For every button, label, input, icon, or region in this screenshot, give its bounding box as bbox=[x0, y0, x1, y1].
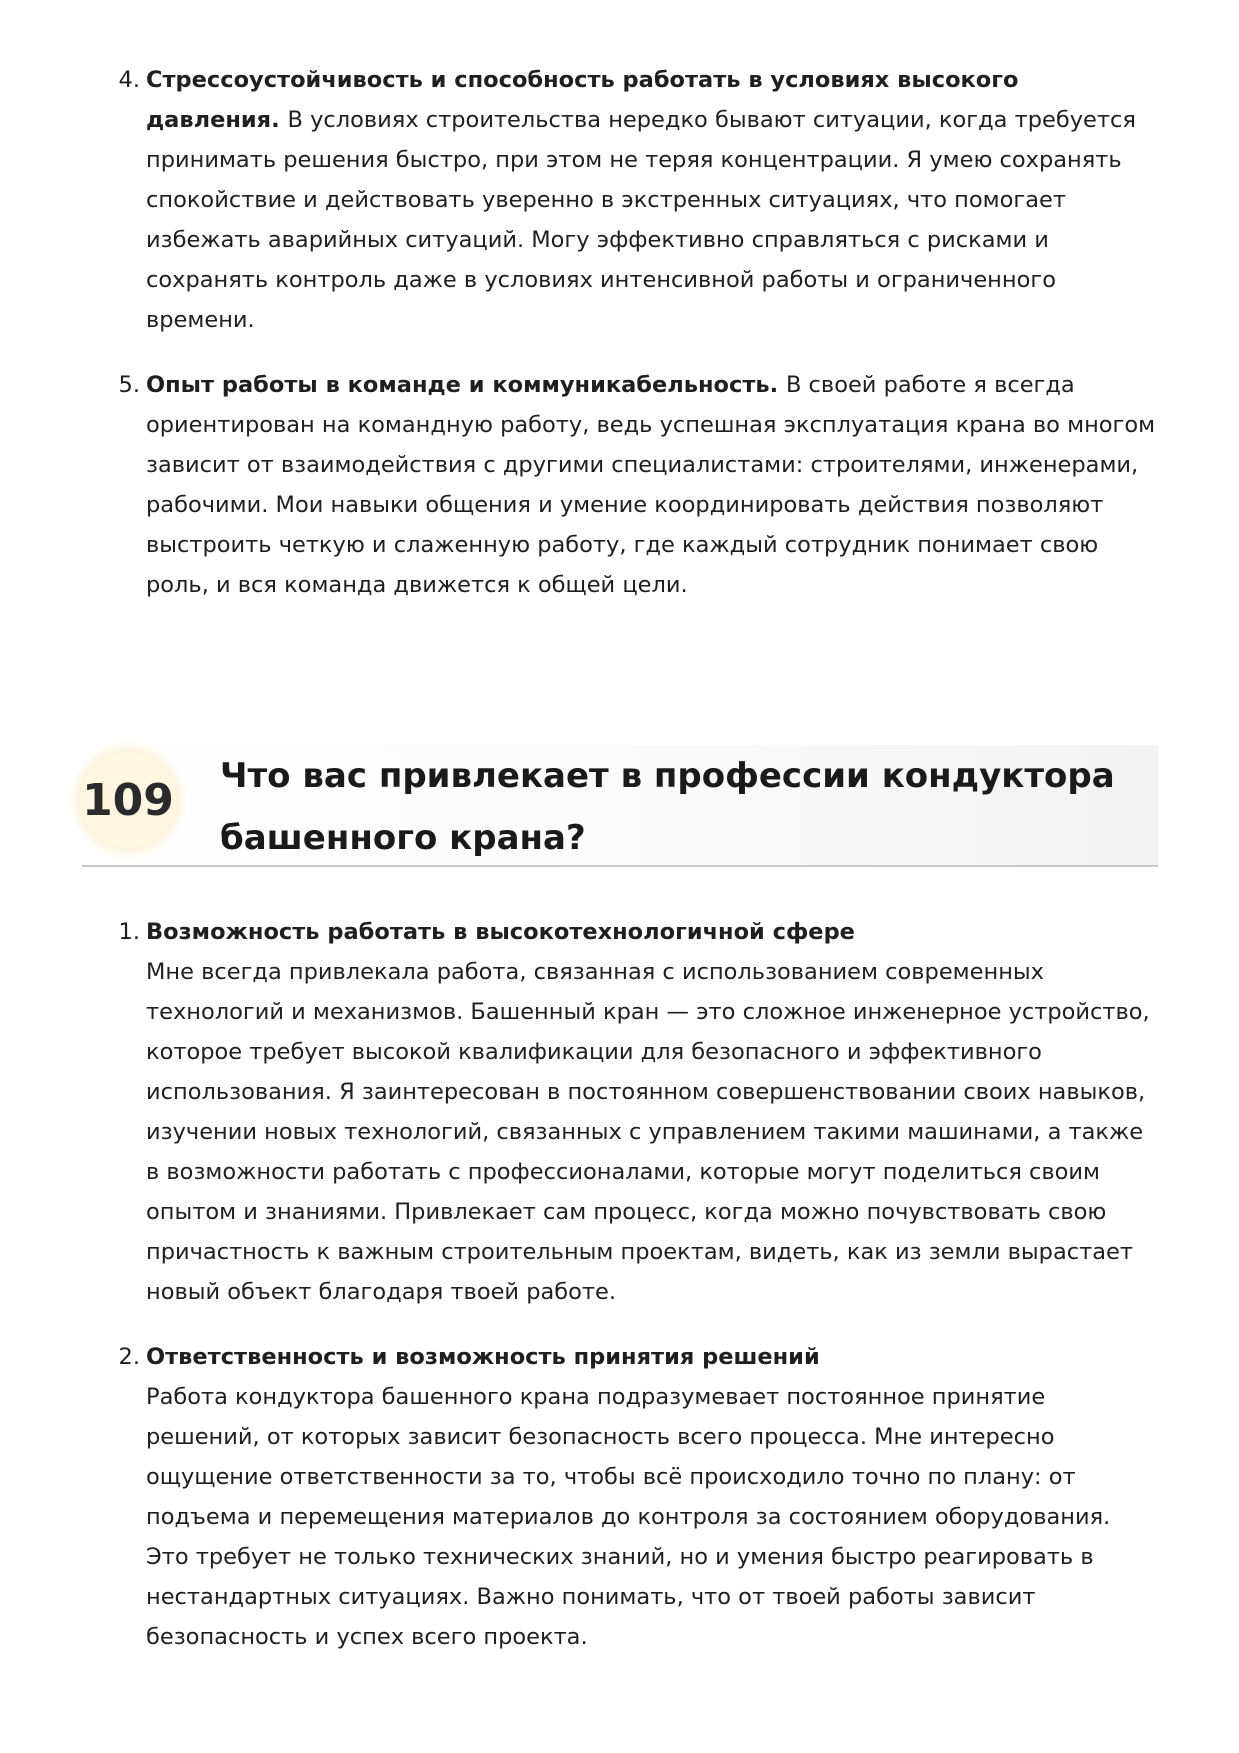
list-item bbox=[0, 60, 1239, 340]
item-number: 1. bbox=[118, 919, 140, 945]
list-item bbox=[0, 365, 1239, 605]
previous-answer-list bbox=[0, 60, 1239, 630]
item-number: 2. bbox=[118, 1344, 140, 1370]
question-title: Что вас привлекает в профессии кондуктора башенного крана? bbox=[220, 756, 1115, 858]
item-heading: Опыт работы в команде и коммуникабельность. bbox=[146, 372, 786, 398]
item-heading: Возможность работать в высокотехнологичной сфере bbox=[146, 919, 855, 945]
question-number-badge: 109 bbox=[80, 752, 176, 848]
item-heading: Ответственность и возможность принятия решений bbox=[146, 1344, 820, 1370]
item-number: 5. bbox=[118, 372, 140, 398]
question-header bbox=[82, 745, 1158, 867]
item-text: Работа кондуктора башенного крана подразумевает постоянное принятие решений, от которых зависит безопасность всего процесса. Мне интересно ощущение ответственности за то, чтобы всё происходило точно по плану: от подъема и перемещения материалов до контроля за состоянием оборудования. Это требует не только технических знаний, но и умения быстро реагировать в нестандартных ситуациях. Важно понимать, что от твоей работы зависит безопасность и успех всего проекта. bbox=[146, 1384, 1111, 1650]
answer-list bbox=[0, 912, 1239, 1682]
item-text: В своей работе я всегда ориентирован на командную работу, ведь успешная эксплуатация крана во многом зависит от взаимодействия с другими специалистами: строителями, инженерами, рабочими. Мои навыки общения и умение координировать действия позволяют выстроить четкую и слаженную работу, где каждый сотрудник понимает свою роль, и вся команда движется к общей цели. bbox=[146, 372, 1156, 598]
list-item bbox=[0, 1337, 1239, 1657]
item-text: Мне всегда привлекала работа, связанная с использованием современных технологий и механизмов. Башенный кран — это сложное инженерное устройство, которое требует высокой квалификации для безопасного и эффективного использования. Я заинтересован в постоянном совершенствовании своих навыков, изучении новых технологий, связанных с управлением такими машинами, а также в возможности работать с профессионалами, которые могут поделиться своим опытом и знаниями. Привлекает сам процесс, когда можно почувствовать свою причастность к важным строительным проектам, видеть, как из земли вырастает новый объект благодаря твоей работе. bbox=[146, 959, 1150, 1305]
item-text: В условиях строительства нередко бывают ситуации, когда требуется принимать решения быстро, при этом не теряя концентрации. Я умею сохранять спокойствие и действовать уверенно в экстренных ситуациях, что помогает избежать аварийных ситуаций. Могу эффективно справляться с рисками и сохранять контроль даже в условиях интенсивной работы и ограниченного времени. bbox=[146, 107, 1136, 333]
item-number: 4. bbox=[118, 67, 140, 93]
list-item bbox=[0, 912, 1239, 1312]
item-heading: Стрессоустойчивость и способность работать в условиях высокого давления. bbox=[146, 67, 1019, 133]
